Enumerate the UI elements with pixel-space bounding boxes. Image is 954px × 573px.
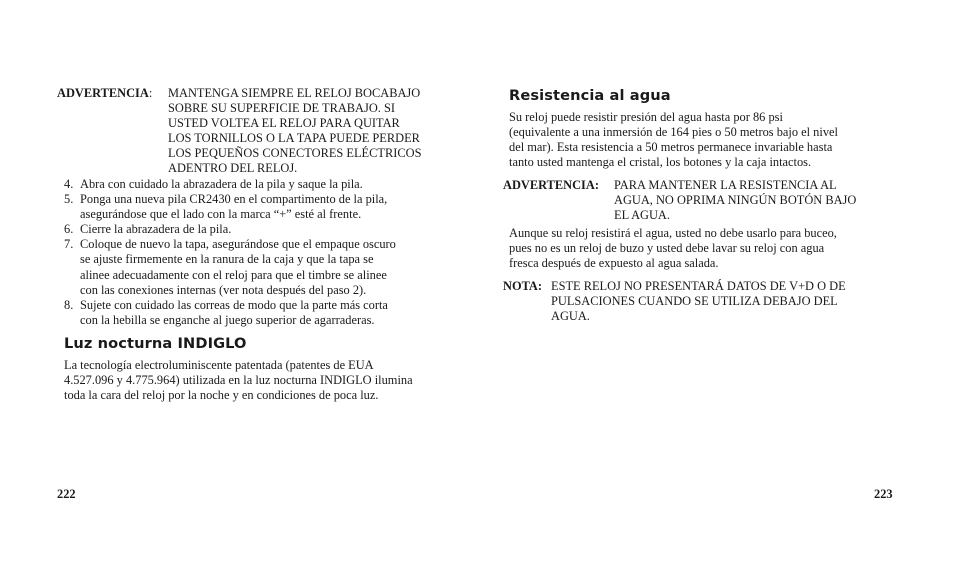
warning-text: MANTENGA SIEMPRE EL RELOJ BOCABAJO SOBRE SU SUPERFICIE DE TRABAJO. SI USTED VOLTEA EL RELOJ PARA QUITAR LOS TORNILLOS O LA TAPA PUEDE PERDER LOS PEQUEÑOS CONECTORES ELÉCTRICOS ADENTRO DEL RELOJ.: [168, 86, 422, 176]
warning-label: ADVERTENCIA:: [57, 86, 153, 100]
list-item: 7. Coloque de nuevo la tapa, asegurándose que el empaque oscuro se ajuste firmemente en la ranura de la caja y que la tapa se alinee adecuadamente con el reloj para que el timbre se alinee con las conexiones internas (ver nota después del paso 2).: [64, 237, 396, 297]
page-number-right: 223: [874, 487, 893, 501]
water-paragraph: Su reloj puede resistir presión del agua hasta por 86 psi (equivalente a una inmersión de 164 pies o 50 metros bajo el nivel del mar). Esta resistencia a 50 metros permanece invariable hasta tanto usted mantenga el cristal, los botones y la caja intactos.: [509, 110, 838, 170]
list-item: 4. Abra con cuidado la abrazadera de la pila y saque la pila.: [64, 177, 363, 191]
list-item: 6. Cierre la abrazadera de la pila.: [64, 222, 232, 237]
warning-text: PARA MANTENER LA RESISTENCIA AL AGUA, NO OPRIMA NINGÚN BOTÓN BAJO EL AGUA.: [614, 178, 857, 223]
indiglo-paragraph: La tecnología electroluminiscente patentada (patentes de EUA 4.527.096 y 4.775.964) utilizada en la luz nocturna INDIGLO ilumina toda la cara del reloj por la noche y en condiciones de poca luz.: [64, 358, 413, 403]
list-item: 5. Ponga una nueva pila CR2430 en el compartimento de la pila, asegurándose que el lado con la marca “+” esté al frente.: [64, 192, 388, 222]
note-text: ESTE RELOJ NO PRESENTARÁ DATOS DE V+D O DE PULSACIONES CUANDO SE UTILIZA DEBAJO DEL AGUA.: [551, 279, 846, 324]
section-heading-water: Resistencia al agua: [509, 87, 671, 104]
warning-label: ADVERTENCIA:: [503, 178, 599, 192]
list-item: 8. Sujete con cuidado las correas de modo que la parte más corta con la hebilla se enganche al juego superior de agarraderas.: [64, 297, 388, 327]
step-list: [57, 177, 453, 328]
note-label: NOTA:: [503, 279, 543, 293]
page-number-left: 222: [57, 487, 76, 501]
diving-paragraph: Aunque su reloj resistirá el agua, usted no debe usarlo para buceo, pues no es un reloj de buzo y usted debe lavar su reloj con agua fresca después de expuesto al agua salada.: [509, 226, 837, 271]
section-heading-indiglo: Luz nocturna INDIGLO: [64, 335, 247, 352]
